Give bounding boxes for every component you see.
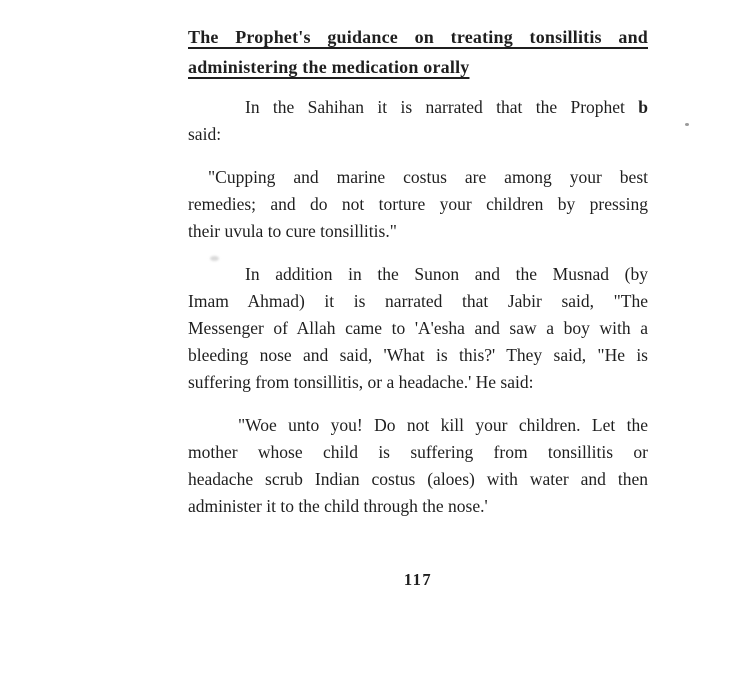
text-line: In addition in the Sunon and the Musnad (by — [245, 264, 648, 284]
scan-speck-icon — [685, 123, 689, 126]
narration-paragraph — [188, 261, 648, 396]
text-line: bleeding nose and said, 'What is this?' They said, "He is — [188, 345, 648, 365]
text-segment: In the Sahihan it is narrated that the Prophet — [245, 97, 639, 117]
text-line: said: — [188, 124, 222, 144]
narration-paragraph — [188, 94, 648, 148]
chapter-heading — [188, 22, 648, 82]
text-line: Imam Ahmad) it is narrated that Jabir said, "The — [188, 291, 648, 311]
text-line: administer it to the child through the nose.' — [188, 496, 488, 516]
body-text — [188, 94, 648, 520]
heading-line: The Prophet's guidance on treating tonsillitis and — [188, 27, 648, 47]
hadith-quote — [188, 164, 648, 245]
text-line: "Cupping and marine costus are among your best — [208, 167, 648, 187]
page-number: 117 — [403, 570, 433, 589]
text-line: "Woe unto you! Do not kill your children. Let the — [238, 415, 648, 435]
heading-line: administering the medication orally — [188, 57, 470, 77]
text-line — [188, 94, 648, 121]
text-line: headache scrub Indian costus (aloes) with water and then — [188, 469, 648, 489]
scan-smudge-icon — [210, 256, 219, 261]
text-line: remedies; and do not torture your children by pressing — [188, 194, 648, 214]
prophet-symbol: b — [638, 97, 648, 117]
text-line: suffering from tonsillitis, or a headache.' He said: — [188, 372, 534, 392]
text-line: their uvula to cure tonsillitis." — [188, 221, 397, 241]
text-line: mother whose child is suffering from tonsillitis or — [188, 442, 648, 462]
text-line: Messenger of Allah came to 'A'esha and saw a boy with a — [188, 318, 648, 338]
page-content — [188, 22, 648, 590]
hadith-quote — [188, 412, 648, 520]
